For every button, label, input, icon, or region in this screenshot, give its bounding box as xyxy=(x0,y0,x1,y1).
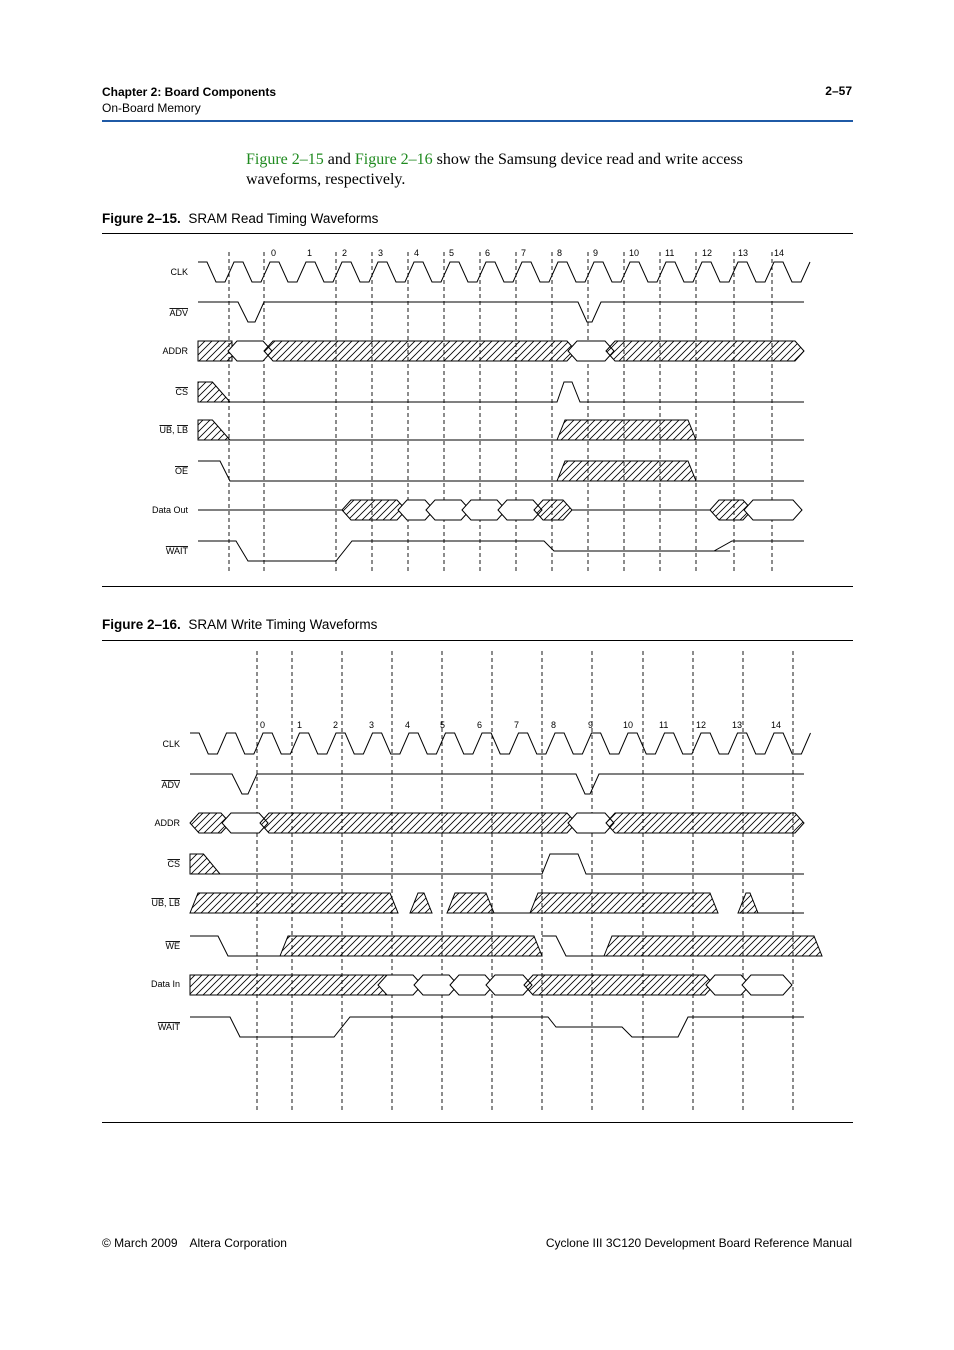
cycle-label: 13 xyxy=(738,248,749,258)
oe-active xyxy=(557,461,696,481)
clk-waveform xyxy=(190,733,811,754)
cycle-label: 1 xyxy=(297,720,303,730)
datain-dontcare xyxy=(524,975,714,995)
page-number: 2–57 xyxy=(825,84,852,98)
header-rule xyxy=(102,120,853,122)
cycle-label: 0 xyxy=(260,720,266,730)
dataout-transition xyxy=(342,500,406,520)
ublb-ramp xyxy=(198,420,230,440)
figure-16-caption xyxy=(102,617,377,632)
footer-copyright: © March 2009 xyxy=(102,1236,178,1250)
write-timing-diagram xyxy=(102,641,853,1122)
intro-paragraph xyxy=(246,150,806,190)
ublb-pulse xyxy=(738,893,758,913)
datain-word xyxy=(742,975,792,995)
datain-dontcare xyxy=(190,975,386,995)
figure-15-caption xyxy=(102,211,378,226)
we-waveform xyxy=(190,936,280,956)
adv-waveform xyxy=(198,302,804,322)
dataout-transition xyxy=(534,500,572,520)
cycle-label: 12 xyxy=(702,248,713,258)
signal-label: CLK xyxy=(162,739,180,749)
cycle-label: 9 xyxy=(593,248,599,258)
signal-label: WAIT xyxy=(157,1022,180,1032)
intro-rest: show the Samsung device read and write access waveforms, respectively. xyxy=(246,151,743,188)
signal-label: ADDR xyxy=(154,818,180,828)
figure-2-15-link[interactable]: Figure 2–15 xyxy=(246,151,324,168)
addr-dontcare xyxy=(260,813,576,833)
addr-dontcare xyxy=(606,813,804,833)
signal-label: OE xyxy=(174,466,188,476)
addr-dontcare xyxy=(264,341,576,361)
signal-label: Data Out xyxy=(151,505,188,515)
cs-ramp xyxy=(198,382,230,402)
dataout-word xyxy=(744,500,802,520)
clk-waveform xyxy=(198,262,810,282)
ublb-pulse xyxy=(410,893,432,913)
ublb-active xyxy=(557,420,696,440)
ublb-pulse xyxy=(447,893,494,913)
running-header xyxy=(102,84,276,116)
cycle-label: 4 xyxy=(414,248,420,258)
cycle-label: 5 xyxy=(449,248,455,258)
cycle-label: 7 xyxy=(514,720,520,730)
cycle-label: 5 xyxy=(440,720,446,730)
cycle-label: 4 xyxy=(405,720,411,730)
cycle-label: 9 xyxy=(588,720,594,730)
ublb-active xyxy=(530,893,718,913)
cycle-label: 1 xyxy=(307,248,313,258)
cs-waveform xyxy=(230,382,804,402)
footer-manual-title: Cyclone III 3C120 Development Board Reference Manual xyxy=(545,1236,852,1250)
signal-label: CLK xyxy=(170,267,188,277)
figure-16-title: SRAM Write Timing Waveforms xyxy=(188,617,378,632)
intro-and: and xyxy=(323,151,355,168)
signal-label: CS xyxy=(175,387,188,397)
section-title: On-Board Memory xyxy=(102,101,201,115)
addr-invalid xyxy=(198,341,232,361)
cycle-label: 14 xyxy=(771,720,782,730)
cycle-label: 2 xyxy=(342,248,348,258)
signal-label: CS xyxy=(167,859,180,869)
ublb-active xyxy=(190,893,398,913)
chapter-title: Chapter 2: Board Components xyxy=(102,85,277,99)
signal-label: UB, LB xyxy=(151,898,180,908)
figure-2-16-link[interactable]: Figure 2–16 xyxy=(354,151,433,168)
cycle-label: 7 xyxy=(521,248,527,258)
cycle-label: 10 xyxy=(623,720,634,730)
figure-15-bottom-rule xyxy=(102,586,853,587)
cycle-label: 12 xyxy=(696,720,707,730)
addr-dontcare xyxy=(606,341,804,361)
signal-label: WE xyxy=(165,941,180,951)
we-active xyxy=(280,936,542,956)
we-waveform xyxy=(542,936,604,956)
signal-label: ADDR xyxy=(162,346,188,356)
signal-label: ADV xyxy=(169,308,188,318)
oe-waveform xyxy=(198,461,557,481)
cycle-label: 0 xyxy=(271,248,277,258)
cycle-label: 2 xyxy=(333,720,339,730)
cs-waveform xyxy=(220,854,804,874)
figure-15-title: SRAM Read Timing Waveforms xyxy=(188,211,379,226)
signal-label: Data In xyxy=(150,979,180,989)
signal-label: WAIT xyxy=(165,546,188,556)
cycle-label: 14 xyxy=(774,248,785,258)
cycle-label: 6 xyxy=(485,248,491,258)
cycle-label: 8 xyxy=(551,720,557,730)
cycle-label: 8 xyxy=(557,248,563,258)
figure-16-number: Figure 2–16. xyxy=(102,617,181,632)
we-active xyxy=(604,936,822,956)
signal-label: UB, LB xyxy=(159,425,188,435)
cycle-label: 10 xyxy=(629,248,640,258)
cycle-label: 3 xyxy=(378,248,384,258)
footer-left xyxy=(102,1236,287,1250)
cycle-label: 6 xyxy=(477,720,483,730)
cycle-label: 11 xyxy=(665,248,675,258)
cycle-label: 3 xyxy=(369,720,375,730)
wait-waveform xyxy=(554,541,804,551)
read-timing-diagram xyxy=(102,234,853,586)
adv-waveform xyxy=(190,774,804,794)
figure-16-bottom-rule xyxy=(102,1122,853,1123)
signal-label: ADV xyxy=(161,780,180,790)
cycle-label: 13 xyxy=(732,720,743,730)
wait-waveform xyxy=(190,1017,804,1037)
figure-15-number: Figure 2–15. xyxy=(102,211,181,226)
footer-company: Altera Corporation xyxy=(189,1236,287,1250)
cs-ramp xyxy=(190,854,220,874)
cycle-label: 11 xyxy=(659,720,669,730)
